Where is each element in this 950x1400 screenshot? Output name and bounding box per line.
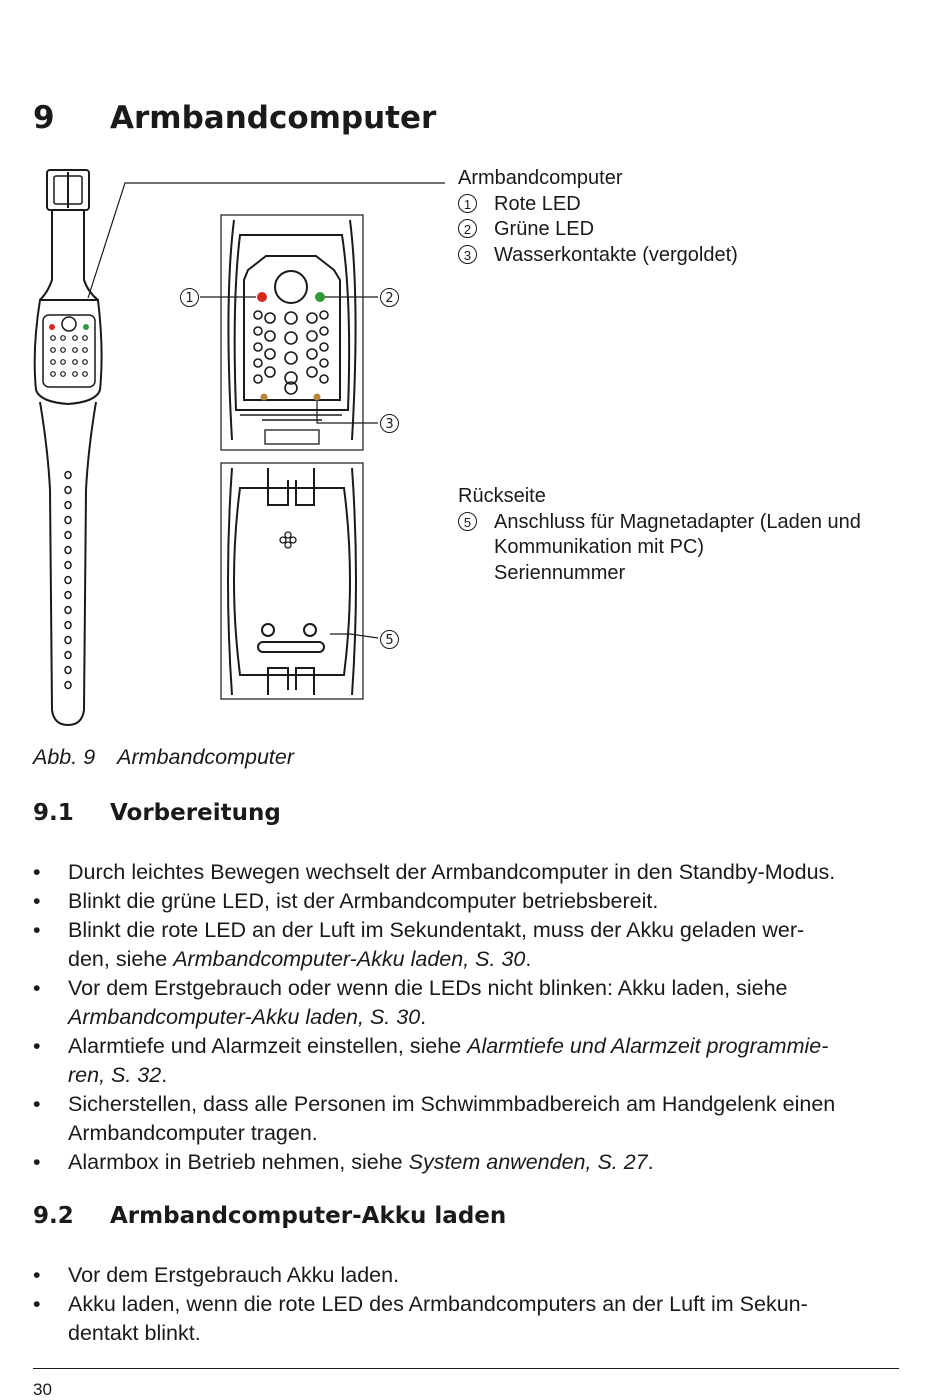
legend-item-serial-number: Seriennummer: [494, 561, 626, 584]
bullet-list-9-1: [33, 858, 913, 1177]
legend-item-magnet-adapter: 5 Anschluss für Magnetadapter (Laden und: [458, 510, 861, 536]
back-view-body: [234, 488, 350, 675]
legend-back-title: Rückseite: [458, 485, 546, 507]
legend-marker: 1: [458, 194, 477, 213]
legend-item-continuation: Kommunikation mit PC): [494, 536, 705, 558]
list-item: • Vor dem Erstgebrauch oder wenn die LEDs nicht blinken: Akku laden, siehe Armbandcomputer-Akku laden, S. 30.: [33, 974, 913, 1032]
legend-item-green-led: 2 Grüne LED: [458, 217, 738, 243]
small-green-led: [83, 324, 89, 330]
footer-divider: [33, 1368, 899, 1369]
figure-caption: [33, 743, 294, 772]
caption-label: Abb. 9: [33, 745, 96, 769]
cross-reference[interactable]: Armbandcomputer-Akku laden, S. 30: [173, 947, 526, 971]
legend-front-title: Armbandcomputer: [458, 167, 623, 189]
green-led: [315, 292, 325, 302]
callout-2: 2: [380, 288, 399, 307]
strap-holes: [65, 472, 71, 689]
list-item: • Vor dem Erstgebrauch Akku laden.: [33, 1261, 913, 1290]
page-number: 30: [33, 1380, 52, 1399]
water-contact-left: [261, 394, 268, 401]
list-item: • Akku laden, wenn die rote LED des Armbandcomputers an der Luft im Sekun- dentakt blinkt.: [33, 1290, 913, 1348]
legend-marker: 3: [458, 245, 477, 264]
chapter-heading: [33, 100, 437, 136]
wristband-upper-strap: [40, 210, 98, 300]
section-heading-9-2: [33, 1203, 507, 1229]
section-number: 9.2: [33, 1203, 74, 1229]
callout-3: 3: [380, 414, 399, 433]
leader-line-top: [88, 183, 445, 298]
front-view-dot-grid: [254, 311, 328, 394]
cross-reference[interactable]: System anwenden, S. 27: [408, 1150, 648, 1174]
legend-marker: 2: [458, 219, 477, 238]
section-title: Armbandcomputer-Akku laden: [110, 1203, 507, 1229]
red-led: [257, 292, 267, 302]
callout-5: 5: [380, 630, 399, 649]
leader-line-5: [330, 634, 378, 638]
cross-reference[interactable]: Alarmtiefe und Alarmzeit programmie-: [467, 1034, 829, 1058]
section-title: Vorbereitung: [110, 800, 281, 826]
list-item: • Durch leichtes Bewegen wechselt der Armbandcomputer in den Standby-Modus.: [33, 858, 913, 887]
wristband-dot-grid: [51, 336, 88, 377]
callout-1: 1: [180, 288, 199, 307]
section-number: 9.1: [33, 800, 74, 826]
chapter-title: Armbandcomputer: [110, 100, 437, 136]
legend-item-red-led: 1 Rote LED: [458, 192, 738, 218]
list-item: • Sicherstellen, dass alle Personen im Schwimmbadbereich am Handgelenk einen Armbandcomputer tragen.: [33, 1090, 913, 1148]
serial-number-symbol: [280, 532, 296, 548]
chapter-number: 9: [33, 100, 55, 136]
legend-front: [458, 166, 738, 268]
small-red-led: [49, 324, 55, 330]
list-item: • Alarmbox in Betrieb nehmen, siehe System anwenden, S. 27.: [33, 1148, 913, 1177]
list-item: • Alarmtiefe und Alarmzeit einstellen, siehe Alarmtiefe und Alarmzeit programmie- ren, S. 32.: [33, 1032, 913, 1090]
section-heading-9-1: [33, 800, 281, 826]
list-item: • Blinkt die grüne LED, ist der Armbandcomputer betriebsbereit.: [33, 887, 913, 916]
legend-item-water-contacts: 3 Wasserkontakte (vergoldet): [458, 243, 738, 269]
water-contact-right: [314, 394, 321, 401]
wristband-lower-strap: [40, 402, 96, 725]
back-view-frame: [221, 463, 363, 699]
legend-back: [458, 484, 861, 586]
bullet-list-9-2: [33, 1261, 913, 1348]
cross-reference[interactable]: Armbandcomputer-Akku laden, S. 30: [68, 1005, 421, 1029]
legend-marker: 5: [458, 512, 477, 531]
caption-text: Armbandcomputer: [117, 745, 295, 769]
list-item: • Blinkt die rote LED an der Luft im Sekundentakt, muss der Akku geladen wer- den, siehe Armbandcomputer-Akku laden, S. 30.: [33, 916, 913, 974]
cross-reference[interactable]: ren, S. 32: [68, 1063, 162, 1087]
